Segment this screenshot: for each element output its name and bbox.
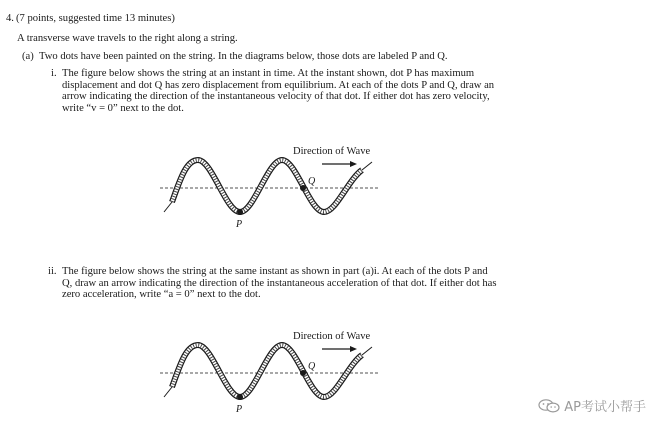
part-ii-text <box>62 266 542 301</box>
part-ii-line: zero acceleration, write “a = 0” next to the dot. <box>62 289 261 301</box>
part-i-line: The figure below shows the string at an instant in time. At the instant shown, dot P has maximum <box>62 68 475 79</box>
part-i-numeral: i. <box>51 68 57 79</box>
question-points: (7 points, suggested time 13 minutes) <box>16 13 175 24</box>
question-intro: A transverse wave travels to the right along a string. <box>17 33 238 44</box>
direction-of-wave-label: Direction of Wave <box>293 331 371 342</box>
part-i-text <box>62 68 542 114</box>
dot-p-label: P <box>236 219 243 230</box>
direction-arrow-icon <box>322 346 357 352</box>
part-a-text: Two dots have been painted on the string. In the diagrams below, those dots are labeled P and Q. <box>39 51 448 62</box>
dot-q-label: Q <box>308 176 316 187</box>
wave-figure-1 <box>150 140 390 235</box>
dot-p-label: P <box>236 404 243 415</box>
direction-of-wave-label: Direction of Wave <box>293 146 371 157</box>
dot-p <box>237 209 243 215</box>
part-a-label: (a) <box>22 51 34 62</box>
direction-arrow-icon <box>322 161 357 167</box>
part-i-line: arrow indicating the direction of the instantaneous velocity of that dot. If either dot has zero velocity, <box>62 91 490 103</box>
watermark-text: AP考试小帮手 <box>564 400 646 415</box>
part-i-line: write “v = 0” next to the dot. <box>62 102 184 114</box>
wechat-logo-icon <box>538 399 560 413</box>
dot-q <box>300 185 306 191</box>
question-number: 4. <box>6 13 14 24</box>
part-ii-numeral: ii. <box>48 266 57 277</box>
dot-q-label: Q <box>308 361 316 372</box>
part-ii-line: Q, draw an arrow indicating the direction of the instantaneous acceleration of that dot. If either dot has <box>62 277 497 289</box>
part-i-line: displacement and dot Q has zero displacement from equilibrium. At each of the dots P and Q, draw an <box>62 79 495 91</box>
part-ii-line: The figure below shows the string at the same instant as shown in part (a)i. At each of the dots P and <box>62 266 488 277</box>
wave-figure-2 <box>150 325 390 425</box>
watermark <box>538 396 646 415</box>
dot-p <box>237 394 243 400</box>
dot-q <box>300 370 306 376</box>
